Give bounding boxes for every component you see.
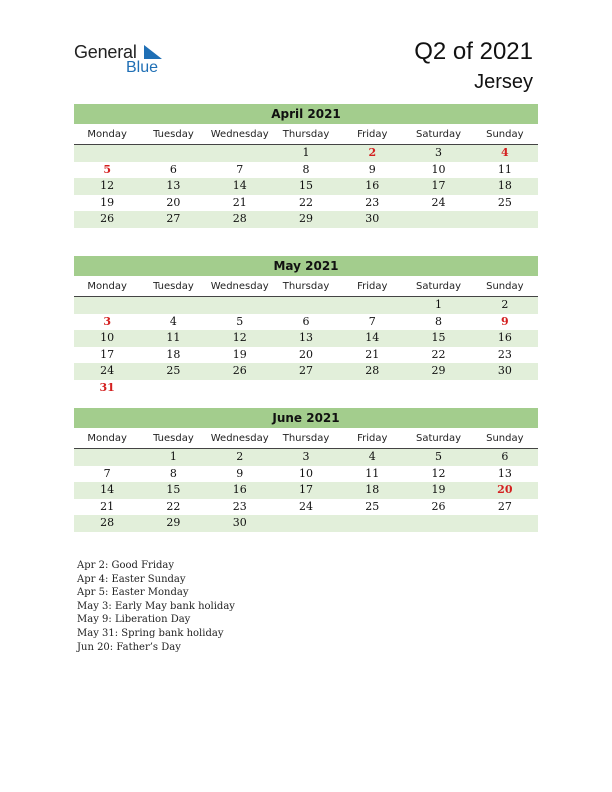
day-cell: [140, 297, 206, 314]
weekday-label: Sunday: [486, 129, 524, 140]
day-cell: [74, 145, 140, 162]
day-cell: 23: [497, 347, 512, 361]
day-cell: [74, 449, 140, 466]
day-cell: 6: [302, 314, 310, 328]
weekday-header: [74, 127, 538, 145]
day-cell: 14: [365, 331, 380, 344]
day-cell: 24: [298, 499, 313, 513]
day-cell: 17: [100, 347, 115, 361]
weekday-label: Saturday: [416, 281, 462, 292]
weekday-label: Thursday: [282, 281, 330, 292]
week-row: [74, 363, 538, 380]
day-cell: 18: [166, 347, 181, 361]
day-cell: [339, 515, 405, 532]
brand-blue-text: Blue: [126, 59, 159, 76]
weekday-label: Monday: [87, 129, 127, 140]
day-cell: 6: [169, 162, 177, 176]
day-cell: 11: [166, 331, 181, 344]
day-cell: 1: [302, 146, 310, 159]
day-cell: [339, 380, 405, 397]
day-cell: 6: [501, 450, 509, 463]
day-cell: 10: [298, 466, 313, 480]
weekday-label: Sunday: [486, 281, 524, 292]
day-cell: 18: [365, 483, 380, 496]
flag-icon: [142, 44, 164, 60]
weekday-label: Friday: [357, 433, 388, 444]
day-cell: 16: [497, 331, 512, 344]
day-cell: 13: [497, 466, 512, 480]
day-cell: 30: [365, 212, 380, 225]
day-cell: 21: [100, 499, 115, 513]
weekday-label: Friday: [357, 281, 388, 292]
day-cell: 24: [431, 195, 446, 209]
holiday-note: May 9: Liberation Day: [77, 614, 191, 626]
day-cell: 22: [298, 195, 313, 209]
week-row: [74, 178, 538, 195]
day-cell: 31: [99, 380, 115, 394]
day-cell: [405, 380, 471, 397]
day-cell: 23: [365, 195, 380, 209]
month-calendar: [74, 256, 538, 396]
holiday-note: Apr 2: Good Friday: [77, 560, 175, 571]
day-cell: 4: [501, 146, 509, 159]
week-row: [74, 314, 538, 331]
day-cell: [405, 515, 471, 532]
day-cell: 24: [100, 364, 115, 377]
month-calendar: [74, 104, 538, 228]
day-cell: [472, 515, 538, 532]
day-cell: 25: [166, 364, 181, 377]
day-cell: 13: [166, 179, 181, 192]
holiday-note: Apr 5: Easter Monday: [77, 587, 189, 599]
day-cell: 14: [100, 483, 115, 496]
week-row: [74, 449, 538, 466]
day-cell: 17: [298, 483, 313, 496]
region-title: Jersey: [474, 71, 533, 93]
week-row: [74, 466, 538, 483]
day-cell: 2: [368, 146, 377, 159]
week-row: [74, 330, 538, 347]
quarter-title: Q2 of 2021: [414, 38, 533, 65]
day-cell: 11: [365, 466, 380, 480]
day-cell: 26: [100, 212, 115, 225]
holiday-note: Jun 20: Father’s Day: [77, 641, 181, 653]
day-cell: 27: [166, 212, 181, 225]
day-cell: 8: [435, 314, 443, 328]
day-cell: 26: [431, 499, 446, 513]
day-cell: 20: [497, 483, 513, 496]
weekday-header: [74, 431, 538, 449]
day-cell: 19: [431, 483, 446, 496]
day-cell: [273, 297, 339, 314]
day-cell: 14: [232, 179, 247, 192]
day-cell: 17: [431, 179, 446, 192]
day-cell: [339, 297, 405, 314]
day-cell: 27: [497, 499, 512, 513]
day-cell: 3: [302, 450, 310, 463]
day-cell: [273, 380, 339, 397]
weekday-label: Sunday: [486, 433, 524, 444]
day-cell: 30: [232, 516, 247, 529]
day-cell: 20: [298, 347, 313, 361]
holiday-notes: [77, 559, 235, 654]
day-cell: 5: [435, 450, 443, 463]
day-cell: [405, 211, 471, 228]
day-cell: 21: [365, 347, 380, 361]
day-cell: 27: [298, 364, 313, 377]
day-cell: 16: [365, 179, 380, 192]
weekday-label: Monday: [87, 433, 127, 444]
day-cell: 5: [236, 314, 244, 328]
day-cell: 12: [232, 331, 247, 344]
day-cell: 18: [497, 179, 512, 192]
day-cell: [472, 211, 538, 228]
week-row: [74, 347, 538, 364]
weekday-label: Wednesday: [210, 129, 269, 140]
day-cell: 1: [169, 450, 177, 463]
day-cell: 5: [103, 162, 111, 176]
brand-logo: [74, 42, 174, 78]
day-cell: [207, 380, 273, 397]
holiday-note: May 31: Spring bank holiday: [77, 627, 224, 639]
day-cell: 15: [166, 483, 181, 496]
month-title: June 2021: [74, 408, 538, 428]
brand-general-text: General: [74, 42, 137, 62]
week-row: [74, 162, 538, 179]
month-title: May 2021: [74, 256, 538, 276]
day-cell: 11: [497, 162, 512, 176]
holiday-note: Apr 4: Easter Sunday: [77, 573, 186, 585]
day-cell: 9: [236, 466, 244, 480]
weekday-label: Wednesday: [210, 281, 269, 292]
day-cell: 8: [302, 162, 310, 176]
day-cell: 25: [365, 499, 380, 513]
day-cell: 21: [232, 195, 247, 209]
week-row: [74, 515, 538, 532]
holiday-note: May 3: Early May bank holiday: [77, 600, 235, 612]
day-cell: 19: [100, 195, 115, 209]
day-cell: 29: [298, 212, 313, 225]
day-cell: [74, 297, 140, 314]
weekday-label: Tuesday: [153, 129, 194, 140]
week-row: [74, 482, 538, 499]
month-title: April 2021: [74, 104, 538, 124]
week-row: [74, 499, 538, 516]
day-cell: 28: [100, 516, 115, 529]
day-cell: 2: [501, 298, 509, 311]
day-cell: 15: [298, 179, 313, 192]
day-cell: 7: [236, 162, 244, 176]
day-cell: 2: [236, 450, 244, 463]
day-cell: 19: [232, 347, 247, 361]
day-cell: 9: [501, 314, 509, 328]
day-cell: 25: [497, 195, 512, 209]
day-cell: 1: [435, 298, 443, 311]
week-row: [74, 195, 538, 212]
day-cell: 7: [368, 314, 376, 328]
day-cell: 23: [232, 499, 247, 513]
day-cell: 12: [431, 466, 446, 480]
week-row: [74, 211, 538, 228]
week-row: [74, 145, 538, 162]
day-cell: 13: [298, 331, 313, 344]
day-cell: 4: [169, 314, 177, 328]
week-row: [74, 380, 538, 397]
day-cell: 12: [100, 179, 115, 192]
day-cell: [273, 515, 339, 532]
day-cell: 15: [431, 331, 446, 344]
day-cell: 28: [365, 364, 380, 377]
weekday-label: Tuesday: [153, 281, 194, 292]
weekday-label: Tuesday: [153, 433, 194, 444]
day-cell: 3: [435, 146, 443, 159]
day-cell: 7: [103, 466, 111, 480]
day-cell: [207, 297, 273, 314]
day-cell: 16: [232, 483, 247, 496]
day-cell: [140, 145, 206, 162]
day-cell: 20: [166, 195, 181, 209]
weekday-label: Thursday: [282, 129, 330, 140]
week-row: [74, 297, 538, 314]
day-cell: 10: [100, 331, 115, 344]
weekday-label: Saturday: [416, 129, 462, 140]
day-cell: [207, 145, 273, 162]
day-cell: 8: [169, 466, 177, 480]
weekday-label: Wednesday: [210, 433, 269, 444]
day-cell: 29: [431, 364, 446, 377]
day-cell: 22: [431, 347, 446, 361]
day-cell: 9: [368, 162, 376, 176]
day-cell: 10: [431, 162, 446, 176]
weekday-label: Thursday: [282, 433, 330, 444]
day-cell: 28: [232, 212, 247, 225]
month-calendar: [74, 408, 538, 532]
weekday-header: [74, 279, 538, 297]
day-cell: [140, 380, 206, 397]
weekday-label: Saturday: [416, 433, 462, 444]
day-cell: 30: [497, 364, 512, 377]
day-cell: 26: [232, 364, 247, 377]
day-cell: 29: [166, 516, 181, 529]
weekday-label: Monday: [87, 281, 127, 292]
day-cell: 22: [166, 499, 181, 513]
day-cell: [472, 380, 538, 397]
day-cell: 3: [103, 314, 111, 328]
weekday-label: Friday: [357, 129, 388, 140]
day-cell: 4: [368, 450, 376, 463]
